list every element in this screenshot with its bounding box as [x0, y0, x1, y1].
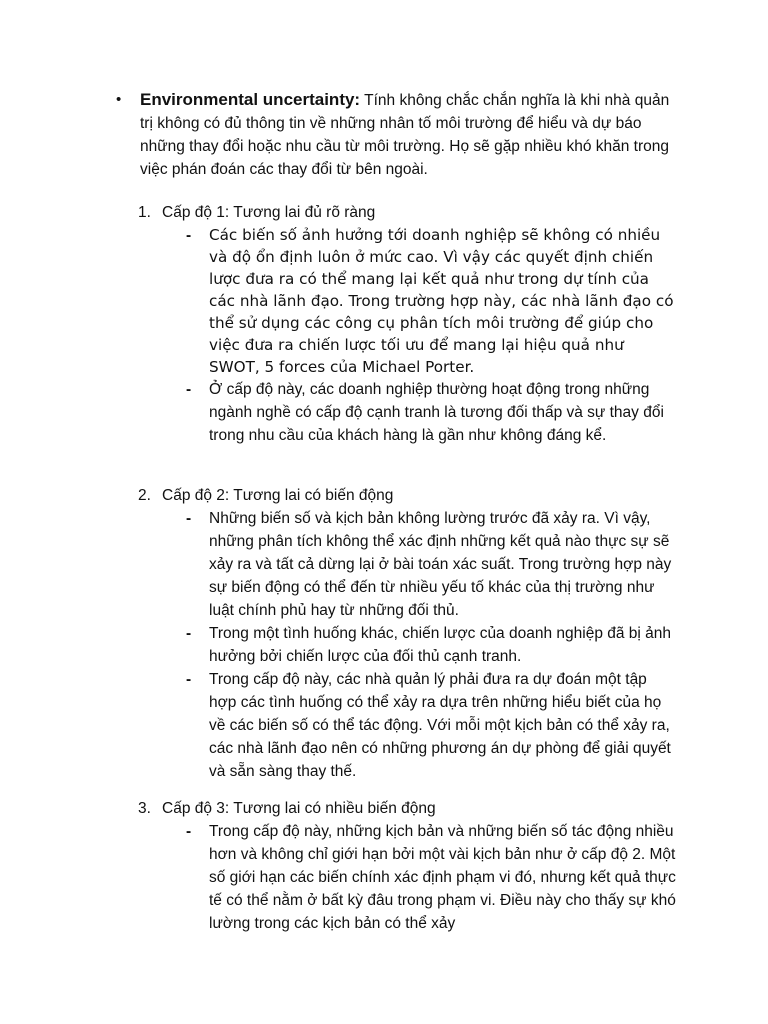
- intro-text: Tính không chắc chắn nghĩa là khi nhà quản trị không có đủ thông tin về những nhân tố môi trường để hiểu và dự báo những thay đổi hoặc nhu cầu từ môi trường. Họ sẽ gặp nhiều khó khăn trong việc phán đoán các thay đổi từ bên ngoài.: [140, 92, 670, 178]
- list-item: [138, 668, 678, 783]
- dash-bullet: -: [186, 227, 192, 244]
- dash-bullet: -: [186, 381, 192, 398]
- term-heading: Environmental uncertainty:: [140, 90, 361, 109]
- level-3-number: 3.: [138, 800, 151, 817]
- level-1-title: [138, 201, 678, 224]
- list-item: [138, 820, 678, 935]
- level-2-section: [138, 484, 678, 783]
- level-2-title-text: Cấp độ 2: Tương lai có biến động: [162, 487, 394, 504]
- level-3-title-text: Cấp độ 3: Tương lai có nhiều biến động: [162, 800, 436, 817]
- list-item: [138, 224, 678, 378]
- dash-bullet: -: [186, 510, 192, 527]
- list-item: [138, 507, 678, 622]
- dash-bullet: -: [186, 823, 192, 840]
- list-item-text: Trong cấp độ này, các nhà quản lý phải đưa ra dự đoán một tập hợp các tình huống có thể xảy ra dựa trên những hiểu biết của họ về các biến số có thể tác động. Với mỗi một kịch bản có thể xảy ra, các nhà lãnh đạo nên có những phương án dự phòng để giải quyết và sẵn sàng thay thế.: [209, 671, 671, 780]
- level-1-section: [138, 201, 678, 447]
- level-3-section: [138, 797, 678, 935]
- dash-bullet: -: [186, 625, 192, 642]
- list-item-text: Các biến số ảnh hưởng tới doanh nghiệp sẽ không có nhiều và độ ổn định luôn ở mức cao. Vì vậy các quyết định chiến lược đưa ra có thể mang lại kết quả như trong dự tính của các nhà lãnh đạo. Trong trường hợp này, các nhà lãnh đạo có thể sử dụng các công cụ phân tích môi trường để giúp cho việc đưa ra chiến lược tối ưu để mang lại hiệu quả như SWOT, 5 forces của Michael Porter.: [209, 226, 674, 376]
- intro-paragraph: [116, 88, 676, 181]
- level-1-title-text: Cấp độ 1: Tương lai đủ rõ ràng: [162, 204, 376, 221]
- intro-body: [140, 88, 676, 181]
- list-item-text: Những biến số và kịch bản không lường trước đã xảy ra. Vì vậy, những phân tích không thể xác định những kết quả nào thực sự sẽ xảy ra và tất cả dừng lại ở bài toán xác suất. Trong trường hợp này sự biến động có thể đến từ nhiều yếu tố khác của thị trường như luật chính phủ hay từ những đối thủ.: [209, 510, 672, 619]
- list-item-text: Trong cấp độ này, những kịch bản và những biến số tác động nhiều hơn và không chỉ giới hạn bởi một vài kịch bản như ở cấp độ 2. Một số giới hạn các biến chính xác định phạm vi đó, nhưng kết quả thực tế có thể nằm ở bất kỳ đâu trong phạm vi. Điều này cho thấy sự khó lường trong các kịch bản có thể xảy: [209, 823, 676, 932]
- level-2-title: [138, 484, 678, 507]
- level-3-title: [138, 797, 678, 820]
- list-item: [138, 378, 678, 447]
- bullet-icon: •: [116, 91, 122, 108]
- level-2-number: 2.: [138, 487, 151, 504]
- level-1-number: 1.: [138, 204, 151, 221]
- list-item: [138, 622, 678, 668]
- list-item-text: Trong một tình huống khác, chiến lược của doanh nghiệp đã bị ảnh hưởng bởi chiến lược của đối thủ cạnh tranh.: [209, 625, 672, 665]
- dash-bullet: -: [186, 671, 192, 688]
- list-item-text: Ở cấp độ này, các doanh nghiệp thường hoạt động trong những ngành nghề có cấp độ cạnh tranh là tương đối thấp và sự thay đổi trong nhu cầu của khách hàng là gần như không đáng kể.: [209, 381, 664, 444]
